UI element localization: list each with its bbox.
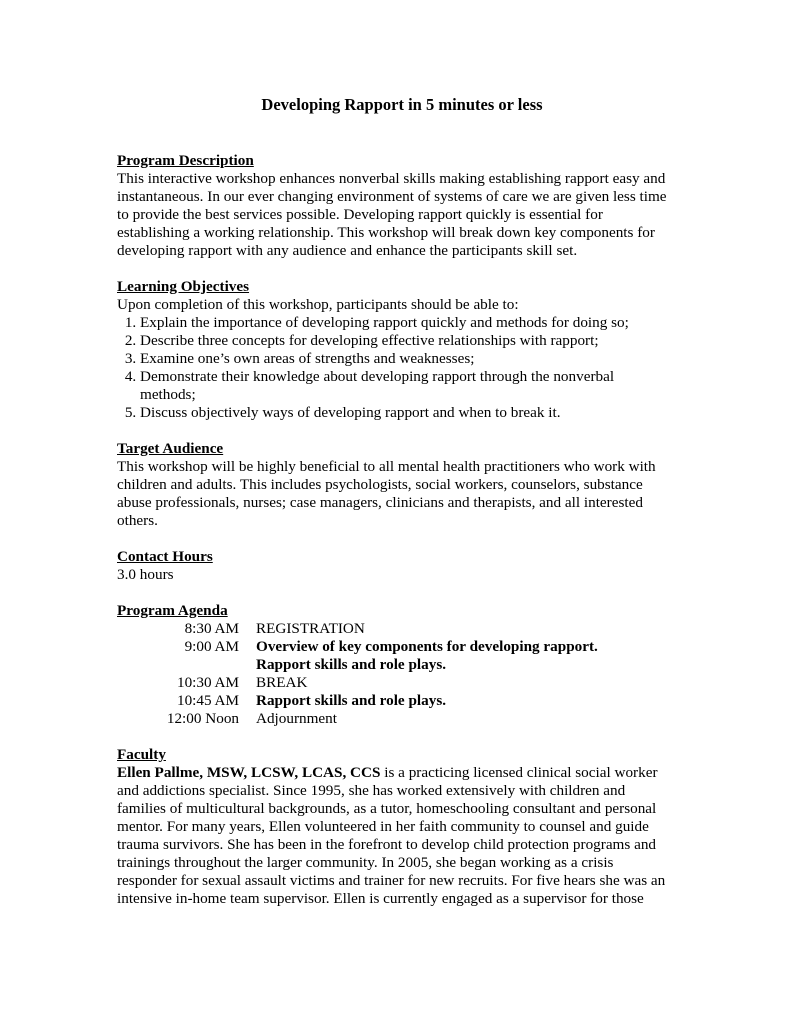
target-audience-text: This workshop will be highly beneficial to all mental health practitioners who work with children and adults. This includes psychologists, social workers, counselors, substance abuse professionals, nurses; case managers, clinicians and therapists, and all interested others. xyxy=(117,458,656,529)
agenda-row xyxy=(117,710,677,728)
objective-item: 1. Explain the importance of developing rapport quickly and methods for doing so; xyxy=(140,314,677,332)
contact-hours-text: 3.0 hours xyxy=(117,566,174,583)
objective-item: 4. Demonstrate their knowledge about developing rapport through the nonverbal methods; xyxy=(140,368,677,404)
learning-objectives-heading: Learning Objectives xyxy=(117,278,250,295)
agenda-item: Overview of key components for developing rapport. xyxy=(256,638,598,655)
agenda-row xyxy=(117,692,677,710)
contact-hours-section xyxy=(117,548,677,584)
document-page xyxy=(117,95,677,908)
faculty-bio-text: is a practicing licensed clinical social worker and addictions specialist. Since 1995, she has worked extensively with children and families of multicultural backgrounds, as a tutor, homeschooling consultant and personal mentor. For many years, Ellen volunteered in her faith community to counsel and guide trauma survivors. She has been in the forefront to develop child protection programs and trainings throughout the larger community. In 2005, she began working as a crisis responder for sexual assault victims and trainer for new recruits. For five hears she was an intensive in-home team supervisor. Ellen is currently engaged as a supervisor for those xyxy=(117,764,666,907)
agenda-item: Adjournment xyxy=(256,710,337,727)
agenda-item: BREAK xyxy=(256,674,308,691)
agenda-time: 10:30 AM xyxy=(176,674,239,691)
target-audience-heading: Target Audience xyxy=(117,440,224,457)
agenda-row xyxy=(117,638,677,656)
agenda-time: 10:45 AM xyxy=(176,692,239,709)
program-agenda-section xyxy=(117,602,677,728)
faculty-heading: Faculty xyxy=(117,746,166,763)
agenda-row xyxy=(117,620,677,638)
objective-item: 2. Describe three concepts for developing effective relationships with rapport; xyxy=(140,332,677,350)
contact-hours-heading: Contact Hours xyxy=(117,548,213,565)
program-description-heading: Program Description xyxy=(117,152,254,169)
agenda-row xyxy=(117,656,677,674)
program-description-text: This interactive workshop enhances nonverbal skills making establishing rapport easy and instantaneous. In our ever changing environment of systems of care we are given less time to provide the best services possible. Developing rapport quickly is essential for establishing a working relationship. This workshop will break down key components for developing rapport with any audience and enhance the participants skill set. xyxy=(117,170,667,259)
agenda-item: Rapport skills and role plays. xyxy=(256,656,447,673)
agenda-time: 12:00 Noon xyxy=(166,710,239,727)
agenda-row xyxy=(117,674,677,692)
learning-objectives-section xyxy=(117,278,677,422)
agenda-time xyxy=(117,656,239,674)
learning-objectives-intro: Upon completion of this workshop, participants should be able to: xyxy=(117,296,519,313)
faculty-bio xyxy=(117,764,677,908)
faculty-name: Ellen Pallme, MSW, LCSW, LCAS, CCS xyxy=(117,764,381,781)
faculty-section xyxy=(117,746,677,908)
target-audience-section xyxy=(117,440,677,530)
document-title: Developing Rapport in 5 minutes or less xyxy=(261,95,543,114)
agenda-time: 8:30 AM xyxy=(184,620,239,637)
agenda-item: REGISTRATION xyxy=(256,620,365,637)
learning-objectives-list xyxy=(117,314,677,422)
objective-item: 5. Discuss objectively ways of developing rapport and when to break it. xyxy=(140,404,677,422)
objective-item: 3. Examine one’s own areas of strengths and weaknesses; xyxy=(140,350,677,368)
agenda-item: Rapport skills and role plays. xyxy=(256,692,447,709)
program-agenda-heading: Program Agenda xyxy=(117,602,228,619)
program-description-section xyxy=(117,152,677,260)
agenda-time: 9:00 AM xyxy=(184,638,239,655)
